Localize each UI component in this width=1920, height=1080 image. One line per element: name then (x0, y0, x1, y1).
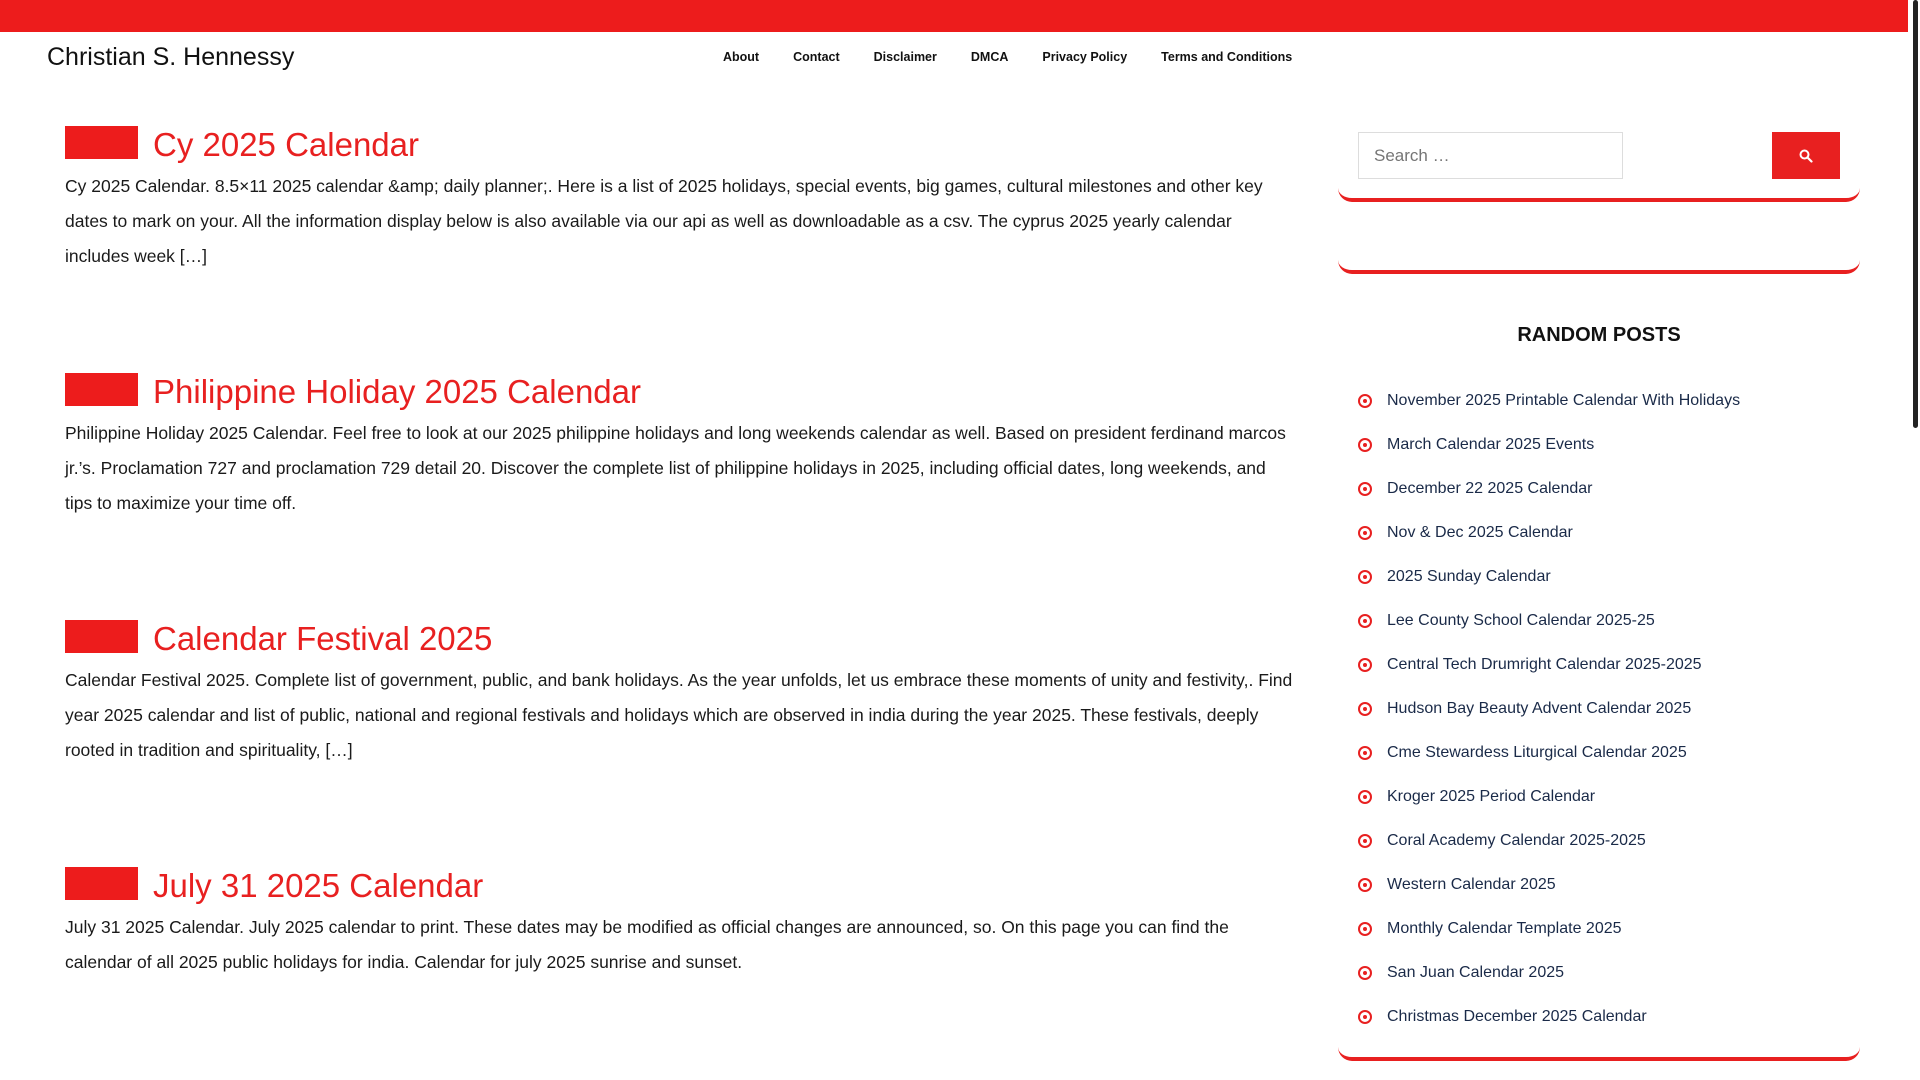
post-excerpt: Philippine Holiday 2025 Calendar. Feel free to look at our 2025 philippine holidays and long weekends calendar as well. Based on president ferdinand marcos jr.’s. Proclamation 727 and proclamation 729 detail 20. Discover the complete list of philippine holidays in 2025, including official dates, long weekends, and tips to maximize your time off. (65, 423, 1286, 513)
target-icon (1358, 878, 1372, 892)
category-badge[interactable] (65, 126, 138, 159)
main-nav (723, 50, 1326, 64)
search-button[interactable] (1772, 132, 1840, 179)
random-post-link[interactable]: San Juan Calendar 2025 (1387, 964, 1565, 981)
list-item (1358, 643, 1860, 687)
random-post-link[interactable]: Monthly Calendar Template 2025 (1387, 920, 1622, 937)
target-icon (1358, 394, 1372, 408)
post-card (65, 619, 1295, 866)
list-item (1358, 467, 1860, 511)
list-item (1358, 775, 1860, 819)
random-post-link[interactable]: Central Tech Drumright Calendar 2025-2025 (1387, 656, 1702, 673)
list-item (1358, 863, 1860, 907)
random-posts-widget (1338, 274, 1860, 1061)
nav-item-terms[interactable]: Terms and Conditions (1161, 50, 1293, 64)
post-card (65, 372, 1295, 619)
post-card (65, 866, 1295, 1080)
widget-title: RANDOM POSTS (1517, 324, 1681, 346)
list-item (1358, 995, 1860, 1039)
target-icon (1358, 922, 1372, 936)
post-excerpt: July 31 2025 Calendar. July 2025 calendar to print. These dates may be modified as official changes are announced, so. On this page you can find the calendar of all 2025 public holidays for india. Calendar for july 2025 sunrise and sunset. (65, 917, 1229, 972)
target-icon (1358, 1010, 1372, 1024)
target-icon (1358, 702, 1372, 716)
random-post-link[interactable]: Lee County School Calendar 2025-25 (1387, 612, 1655, 629)
nav-item-dmca[interactable]: DMCA (970, 50, 1009, 64)
post-title[interactable]: Cy 2025 Calendar (153, 126, 419, 163)
category-badge[interactable] (65, 620, 138, 653)
post-excerpt: Cy 2025 Calendar. 8.5×11 2025 calendar &amp; daily planner;. Here is a list of 2025 holidays, special events, big games, cultural milestones and other key dates to mark on your. All the information display below is also available via our api as well as downloadable as a csv. The cyprus 2025 yearly calendar includes week […] (65, 176, 1263, 266)
top-accent-strip (0, 0, 1908, 32)
list-item (1358, 951, 1860, 995)
target-icon (1358, 790, 1372, 804)
category-badge[interactable] (65, 373, 138, 406)
random-posts-list (1338, 379, 1860, 1039)
random-post-link[interactable]: Kroger 2025 Period Calendar (1387, 788, 1596, 805)
nav-item-contact[interactable]: Contact (793, 50, 840, 64)
random-post-link[interactable]: 2025 Sunday Calendar (1387, 568, 1551, 585)
search-input[interactable] (1358, 132, 1623, 179)
list-item (1358, 423, 1860, 467)
post-title[interactable]: Philippine Holiday 2025 Calendar (153, 373, 641, 410)
nav-item-about[interactable]: About (723, 50, 760, 64)
site-header (0, 32, 1908, 82)
post-title[interactable]: Calendar Festival 2025 (153, 620, 493, 657)
nav-item-privacy-policy[interactable]: Privacy Policy (1042, 50, 1128, 64)
random-post-link[interactable]: Coral Academy Calendar 2025-2025 (1387, 832, 1646, 849)
target-icon (1358, 746, 1372, 760)
list-item (1358, 511, 1860, 555)
empty-widget (1338, 202, 1860, 274)
target-icon (1358, 658, 1372, 672)
post-header (65, 619, 1295, 659)
random-post-link[interactable]: Western Calendar 2025 (1387, 876, 1556, 893)
random-post-link[interactable]: March Calendar 2025 Events (1387, 436, 1595, 453)
random-post-link[interactable]: Christmas December 2025 Calendar (1387, 1008, 1647, 1025)
post-excerpt: Calendar Festival 2025. Complete list of government, public, and bank holidays. As the year unfolds, let us embrace these moments of unity and festivity,. Find year 2025 calendar and list of public, national and regional festivals and holidays which are observed in india during the year 2025. These festivals, deeply rooted in tradition and spirituality, […] (65, 670, 1293, 760)
random-post-link[interactable]: December 22 2025 Calendar (1387, 480, 1593, 497)
list-item (1358, 819, 1860, 863)
list-item (1358, 907, 1860, 951)
list-item (1358, 379, 1860, 423)
post-title[interactable]: July 31 2025 Calendar (153, 867, 484, 904)
target-icon (1358, 438, 1372, 452)
random-post-link[interactable]: Hudson Bay Beauty Advent Calendar 2025 (1387, 700, 1692, 717)
post-header (65, 866, 1295, 906)
site-title[interactable]: Christian S. Hennessy (47, 43, 295, 71)
search-icon (1799, 149, 1813, 163)
random-post-link[interactable]: Cme Stewardess Liturgical Calendar 2025 (1387, 744, 1687, 761)
target-icon (1358, 614, 1372, 628)
list-item (1358, 687, 1860, 731)
list-item (1358, 555, 1860, 599)
target-icon (1358, 526, 1372, 540)
nav-item-disclaimer[interactable]: Disclaimer (873, 50, 937, 64)
scrollbar-thumb[interactable] (1913, 0, 1918, 428)
post-card (65, 125, 1295, 372)
post-list (65, 125, 1295, 1080)
list-item (1358, 731, 1860, 775)
post-header (65, 372, 1295, 412)
target-icon (1358, 482, 1372, 496)
sidebar (1338, 124, 1860, 1061)
target-icon (1358, 834, 1372, 848)
target-icon (1358, 966, 1372, 980)
target-icon (1358, 570, 1372, 584)
post-header (65, 125, 1295, 165)
category-badge[interactable] (65, 867, 138, 900)
search-widget (1338, 124, 1860, 202)
random-post-link[interactable]: Nov & Dec 2025 Calendar (1387, 524, 1573, 541)
random-post-link[interactable]: November 2025 Printable Calendar With Holidays (1387, 392, 1741, 409)
list-item (1358, 599, 1860, 643)
